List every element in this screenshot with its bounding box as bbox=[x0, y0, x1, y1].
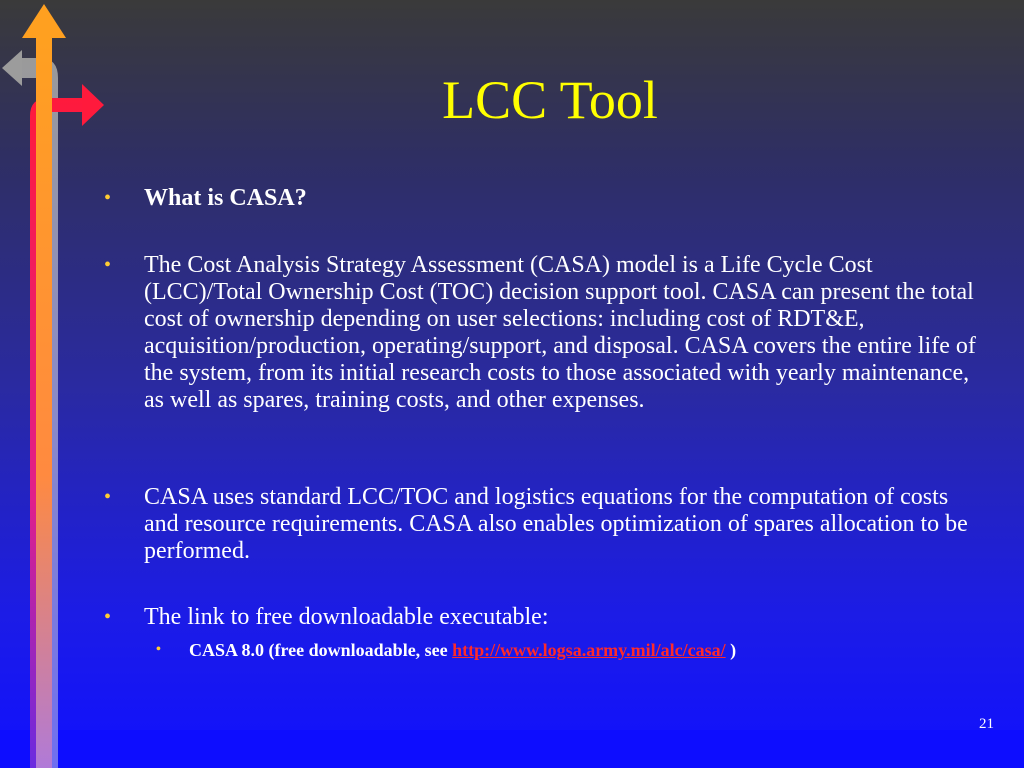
casa-download-link[interactable]: http://www.logsa.army.mil/alc/casa/ bbox=[452, 640, 726, 660]
sub-bullet-suffix: ) bbox=[725, 640, 737, 660]
bullet-text: The link to free downloadable executable: bbox=[144, 604, 549, 630]
page-number: 21 bbox=[979, 716, 994, 732]
bullet-item bbox=[104, 604, 984, 631]
decorative-arrows-graphic bbox=[0, 0, 110, 768]
sub-bullet-icon: • bbox=[156, 642, 161, 657]
bullet-item bbox=[104, 252, 984, 414]
bullet-text: The Cost Analysis Strategy Assessment (CASA) model is a Life Cycle Cost (LCC)/Total Ownership Cost (TOC) decision support tool. CASA can present the total cost of ownership depending on user selections: including cost of RDT&E, acquisition/production, operating/support, and disposal. CASA covers the entire life of the system, from its initial research costs to those associated with yearly maintenance, as well as spares, training costs, and other expenses. bbox=[144, 252, 976, 413]
bullet-item bbox=[104, 185, 984, 212]
bullet-text: CASA uses standard LCC/TOC and logistics equations for the computation of costs and resource requirements. CASA also enables optimization of spares allocation to be performed. bbox=[144, 484, 968, 564]
bullet-item bbox=[104, 484, 984, 565]
bullet-icon: • bbox=[104, 486, 112, 508]
bullet-icon: • bbox=[104, 254, 112, 276]
bullet-text: What is CASA? bbox=[144, 185, 307, 211]
sub-bullet-prefix: CASA 8.0 (free downloadable, see bbox=[189, 640, 453, 660]
sub-bullet-item bbox=[156, 639, 986, 661]
bullet-icon: • bbox=[104, 187, 112, 209]
bottom-band bbox=[0, 730, 1024, 768]
arrow-up-icon bbox=[22, 4, 66, 768]
slide-title: LCC Tool bbox=[442, 70, 658, 130]
sub-bullet-text bbox=[189, 639, 986, 661]
bullet-icon: • bbox=[104, 606, 112, 628]
